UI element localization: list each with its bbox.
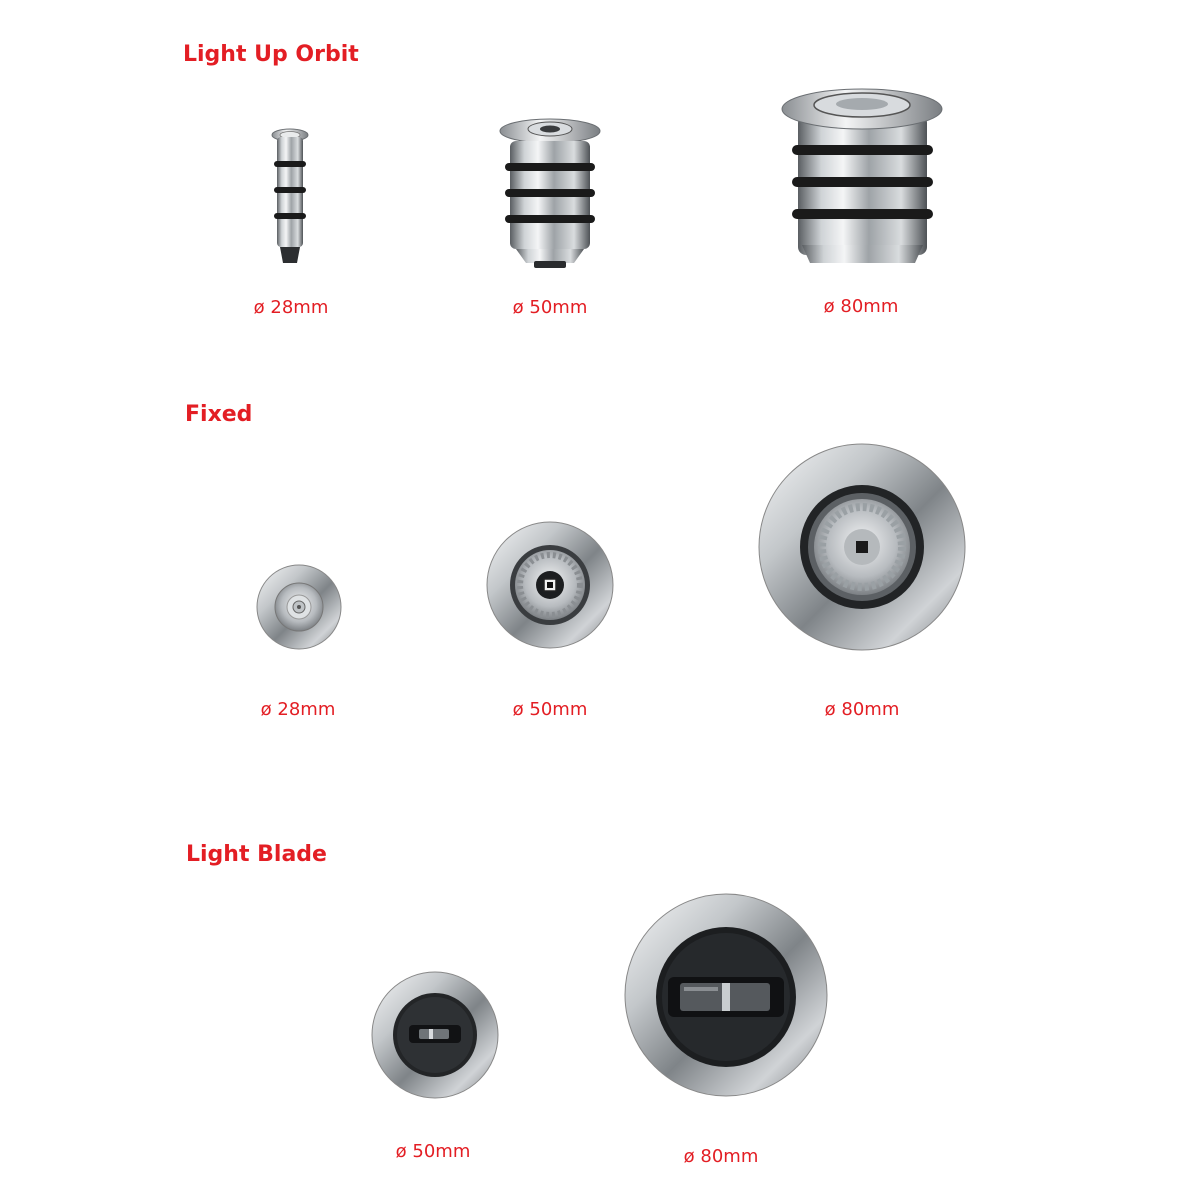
section-title-light-up-orbit: Light Up Orbit <box>183 42 359 67</box>
size-label: ø 50mm <box>395 1141 471 1162</box>
size-label: ø 80mm <box>824 699 900 720</box>
blade-fixture-50-icon <box>371 971 499 1099</box>
size-label: ø 28mm <box>260 699 336 720</box>
fixed-fixture-50-icon <box>486 521 614 649</box>
orbit-fixture-50-icon <box>498 113 603 273</box>
orbit-fixture-80-icon <box>780 85 945 270</box>
size-label: ø 80mm <box>823 296 899 317</box>
blade-fixture-80-icon <box>624 893 829 1098</box>
fixed-fixture-80-icon <box>758 443 966 651</box>
fixed-fixture-28-icon <box>256 564 342 650</box>
size-label: ø 80mm <box>683 1146 759 1167</box>
section-title-fixed: Fixed <box>185 402 253 427</box>
size-label: ø 50mm <box>512 699 588 720</box>
orbit-fixture-28-icon <box>260 125 320 270</box>
size-label: ø 50mm <box>512 297 588 318</box>
section-title-light-blade: Light Blade <box>186 842 327 867</box>
size-label: ø 28mm <box>253 297 329 318</box>
